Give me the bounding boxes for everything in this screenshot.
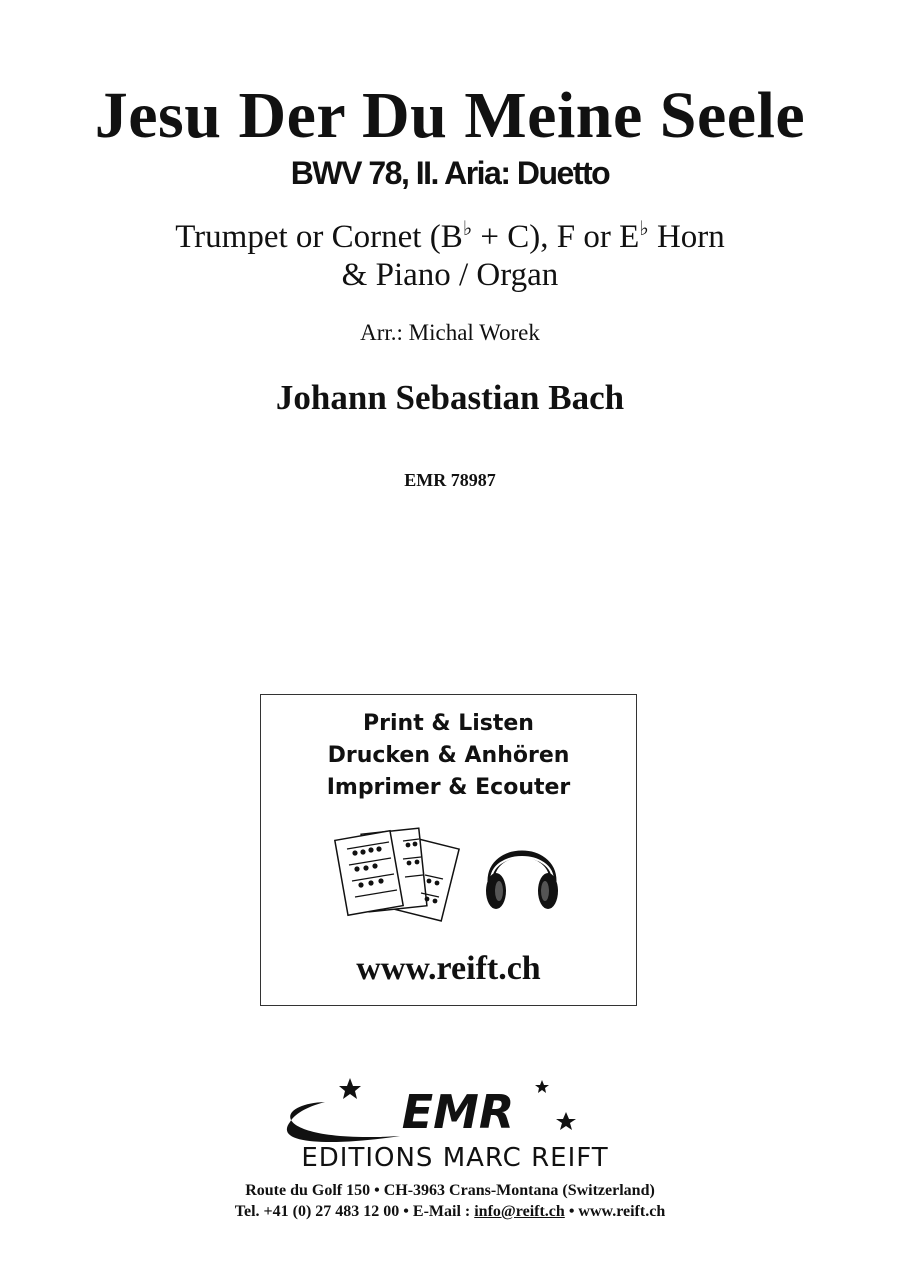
flat-sign: ♭ (462, 218, 473, 240)
headphones-icon (486, 854, 558, 909)
sheet-music-icon (335, 828, 459, 921)
instrumentation-line-2: & Piano / Organ (341, 257, 559, 293)
emr-logo-text: EMR (401, 1085, 515, 1139)
publisher-name: EDITIONS MARC REIFT (301, 1143, 609, 1172)
emr-logo (230, 1072, 680, 1172)
arranger: Arr.: Michal Worek (360, 320, 540, 345)
promo-line-en: Print & Listen (363, 711, 534, 736)
composer: Johann Sebastian Bach (275, 378, 625, 417)
instrumentation (0, 218, 900, 294)
promo-url: www.reift.ch (356, 950, 541, 987)
page-title: Jesu Der Du Meine Seele (94, 79, 806, 152)
instrumentation-line-1: Trumpet or Cornet (B♭ + C), F or E♭ Horn (175, 218, 725, 255)
promo-line-de: Drucken & Anhören (327, 743, 570, 768)
catalog-number: EMR 78987 (404, 470, 496, 490)
address-line: Route du Golf 150 • CH-3963 Crans-Montana (Switzerland) (245, 1182, 655, 1199)
flat-sign: ♭ (639, 218, 649, 240)
print-listen-box (260, 694, 637, 1006)
publisher-address (0, 1180, 900, 1222)
contact-line: Tel. +41 (0) 27 483 12 00 • E-Mail : info@reift.ch • www.reift.ch (234, 1203, 666, 1220)
email-link[interactable]: info@reift.ch (474, 1203, 565, 1220)
subtitle: BWV 78, II. Aria: Duetto (290, 155, 610, 191)
promo-line-fr: Imprimer & Ecouter (326, 775, 571, 800)
promo-icons (331, 823, 571, 923)
